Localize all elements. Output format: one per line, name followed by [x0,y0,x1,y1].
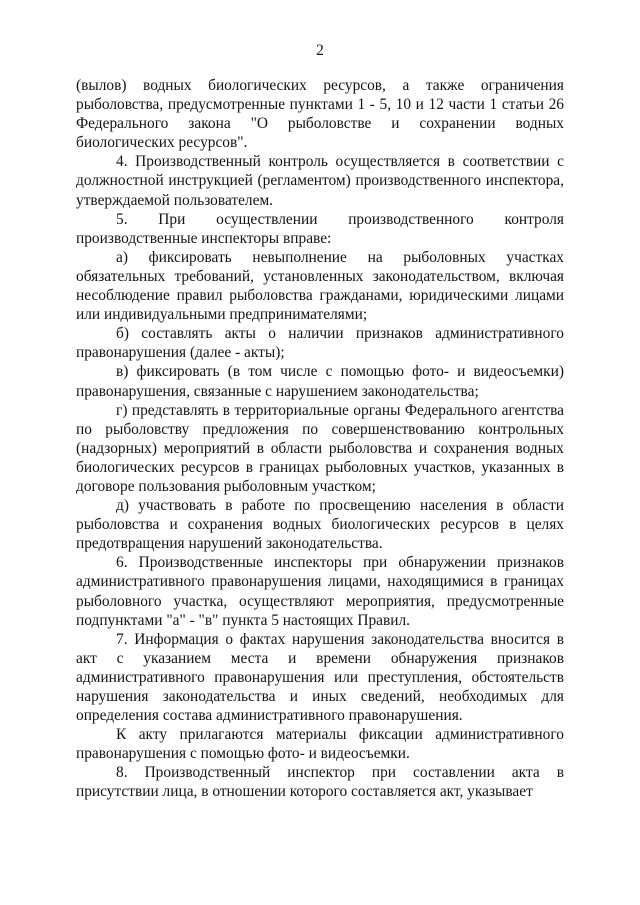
paragraph-item-5b: б) составлять акты о наличии признаков административного правонарушения (далее - акты); [76,325,564,362]
paragraph-item-7-attach: К акту прилагаются материалы фиксации административного правонарушения с помощью фото- и видеосъемки. [76,726,564,763]
paragraph-item-5g: г) представлять в территориальные органы Федерального агентства по рыболовству предложения по совершенствованию контрольных (надзорных) мероприятий в области рыболовства и сохранения водных биологических ресурсов в границах рыболовных участков, указанных в договоре пользования рыболовным участком; [76,401,564,495]
page-number: 2 [316,42,324,59]
paragraph-continuation: (вылов) водных биологических ресурсов, а также ограничения рыболовства, предусмотренные пунктами 1 - 5, 10 и 12 части 1 статьи 26 Федерального закона "О рыболовстве и сохранении водных биологических ресурсов". [76,77,564,152]
paragraph-item-6: 6. Производственные инспекторы при обнаружении признаков административного правонарушения лицами, находящимися в границах рыболовного участка, осуществляют мероприятия, предусмотренные подпунктами "а" - "в" пункта 5 настоящих Правил. [76,554,564,629]
paragraph-item-7: 7. Информация о фактах нарушения законодательства вносится в акт с указанием места и времени обнаружения признаков административного правонарушения или преступления, обстоятельств нарушения законодательства и иных сведений, необходимых для определения состава административного правонарушения. [76,630,564,725]
paragraph-item-8: 8. Производственный инспектор при составлении акта в присутствии лица, в отношении которого составляется акт, указывает [76,764,564,801]
document-body [76,76,564,802]
paragraph-item-5: 5. При осуществлении производственного контроля производственные инспекторы вправе: [76,210,564,247]
paragraph-item-4: 4. Производственный контроль осуществляется в соответствии с должностной инструкцией (регламентом) производственного инспектора, утверждаемой пользователем. [76,153,564,209]
paragraph-item-5d: д) участвовать в работе по просвещению населения в области рыболовства и сохранения водных биологических ресурсов в целях предотвращения нарушений законодательства. [76,497,564,553]
paragraph-item-5v: в) фиксировать (в том числе с помощью фото- и видеосъемки) правонарушения, связанные с нарушением законодательства; [76,363,564,400]
paragraph-item-5a: а) фиксировать невыполнение на рыболовных участках обязательных требований, установленных законодательством, включая несоблюдение правил рыболовства гражданами, юридическими лицами или индивидуальными предпринимателями; [76,248,564,324]
